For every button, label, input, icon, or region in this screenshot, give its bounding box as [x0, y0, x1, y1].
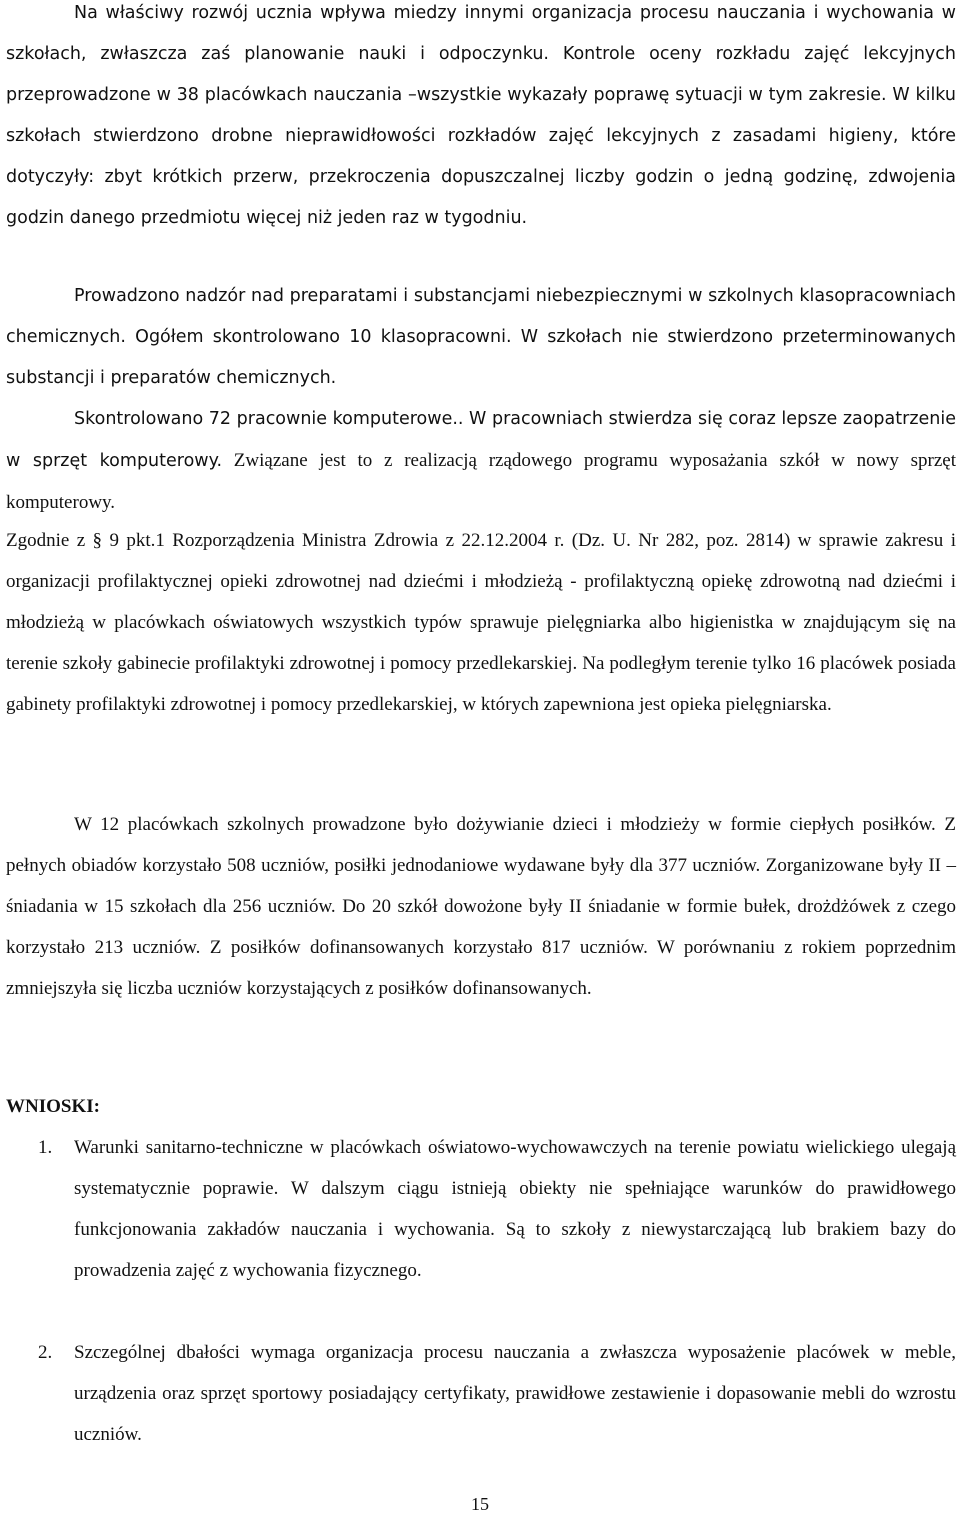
- conclusions-heading: WNIOSKI:: [6, 1096, 100, 1117]
- paragraph-chemical-labs: Prowadzono nadzór nad preparatami i substancjami niebezpiecznymi w szkolnych klasopracowniach chemicznych. Ogółem skontrolowano 10 klasopracowni. W szkołach nie stwierdzono przeterminowanych substancji i preparatów chemicznych.: [6, 286, 956, 388]
- page-number: 15: [471, 1494, 489, 1514]
- paragraph-computer-labs: [6, 398, 956, 523]
- conclusion-item: [6, 1127, 956, 1332]
- computer-labs-serif-text: Związane jest to z realizacją rządowego programu wyposażania szkół w nowy sprzęt komputerowy.: [6, 450, 956, 513]
- conclusion-text: Szczególnej dbałości wymaga organizacja procesu nauczania a zwłaszcza wyposażenie placówek w meble, urządzenia oraz sprzęt sportowy posiadający certyfikaty, prawidłowe zestawienie i dopasowanie mebli do wzrostu uczniów.: [74, 1342, 956, 1445]
- paragraph-timetable-hygiene: Na właściwy rozwój ucznia wpływa miedzy innymi organizacja procesu nauczania i wychowania w szkołach, zwłaszcza zaś planowanie nauki i odpoczynku. Kontrole oceny rozkładu zajęć lekcyjnych przeprowadzone w 38 placówkach nauczania –wszystkie wykazały poprawę sytuacji w tym zakresie. W kilku szkołach stwierdzono drobne nieprawidłowości rozkładów zajęć lekcyjnych z zasadami higieny, które dotyczyły: zbyt krótkich przerw, przekroczenia dopuszczalnej liczby godzin o jedną godzinę, zdwojenia godzin danego przedmiotu więcej niż jeden raz w tygodniu.: [6, 3, 956, 228]
- paragraph-health-care: Zgodnie z § 9 pkt.1 Rozporządzenia Ministra Zdrowia z 22.12.2004 r. (Dz. U. Nr 282, poz. 2814) w sprawie zakresu i organizacji profilaktycznej opieki zdrowotnej nad dziećmi i młodzieżą - profilaktyczną opiekę zdrowotną nad dziećmi i młodzieżą w placówkach oświatowych wszystkich typów sprawuje pielęgniarka albo higienistka w znajdującym się na terenie szkoły gabinecie profilaktyki zdrowotnej i pomocy przedlekarskiej. Na podległym terenie tylko 16 placówek posiada gabinety profilaktyki zdrowotnej i pomocy przedlekarskiej, w których zapewniona jest opieka pielęgniarska.: [6, 530, 956, 715]
- conclusion-number: 2.: [38, 1342, 53, 1363]
- paragraph-nutrition: W 12 placówkach szkolnych prowadzone było dożywianie dzieci i młodzieży w formie ciepłych posiłków. Z pełnych obiadów korzystało 508 uczniów, posiłki jednodaniowe wydawane były dla 377 uczniów. Zorganizowane były II – śniadania w 15 szkołach dla 256 uczniów. Do 20 szkół dowożone były II śniadanie w formie bułek, drożdżówek z czego korzystało 213 uczniów. Z posiłków dofinansowanych korzystało 817 uczniów. W porównaniu z rokiem poprzednim zmniejszyła się liczba uczniów korzystających z posiłków dofinansowanych.: [6, 814, 956, 999]
- conclusion-number: 1.: [38, 1137, 53, 1158]
- conclusion-item: [6, 1332, 956, 1455]
- computer-labs-sans-text: Skontrolowano 72 pracownie komputerowe.. W pracowniach stwierdza się coraz lepsze zaopatrzenie w sprzęt komputerowy.: [6, 409, 956, 471]
- conclusions-list: [6, 1127, 956, 1455]
- conclusion-text: Warunki sanitarno-techniczne w placówkach oświatowo-wychowawczych na terenie powiatu wielickiego ulegają systematycznie poprawie. W dalszym ciągu istnieją obiekty nie spełniające warunków do prawidłowego funkcjonowania zakładów nauczania i wychowania. Są to szkoły z niewystarczającą lub brakiem bazy do prowadzenia zajęć z wychowania fizycznego.: [74, 1137, 956, 1281]
